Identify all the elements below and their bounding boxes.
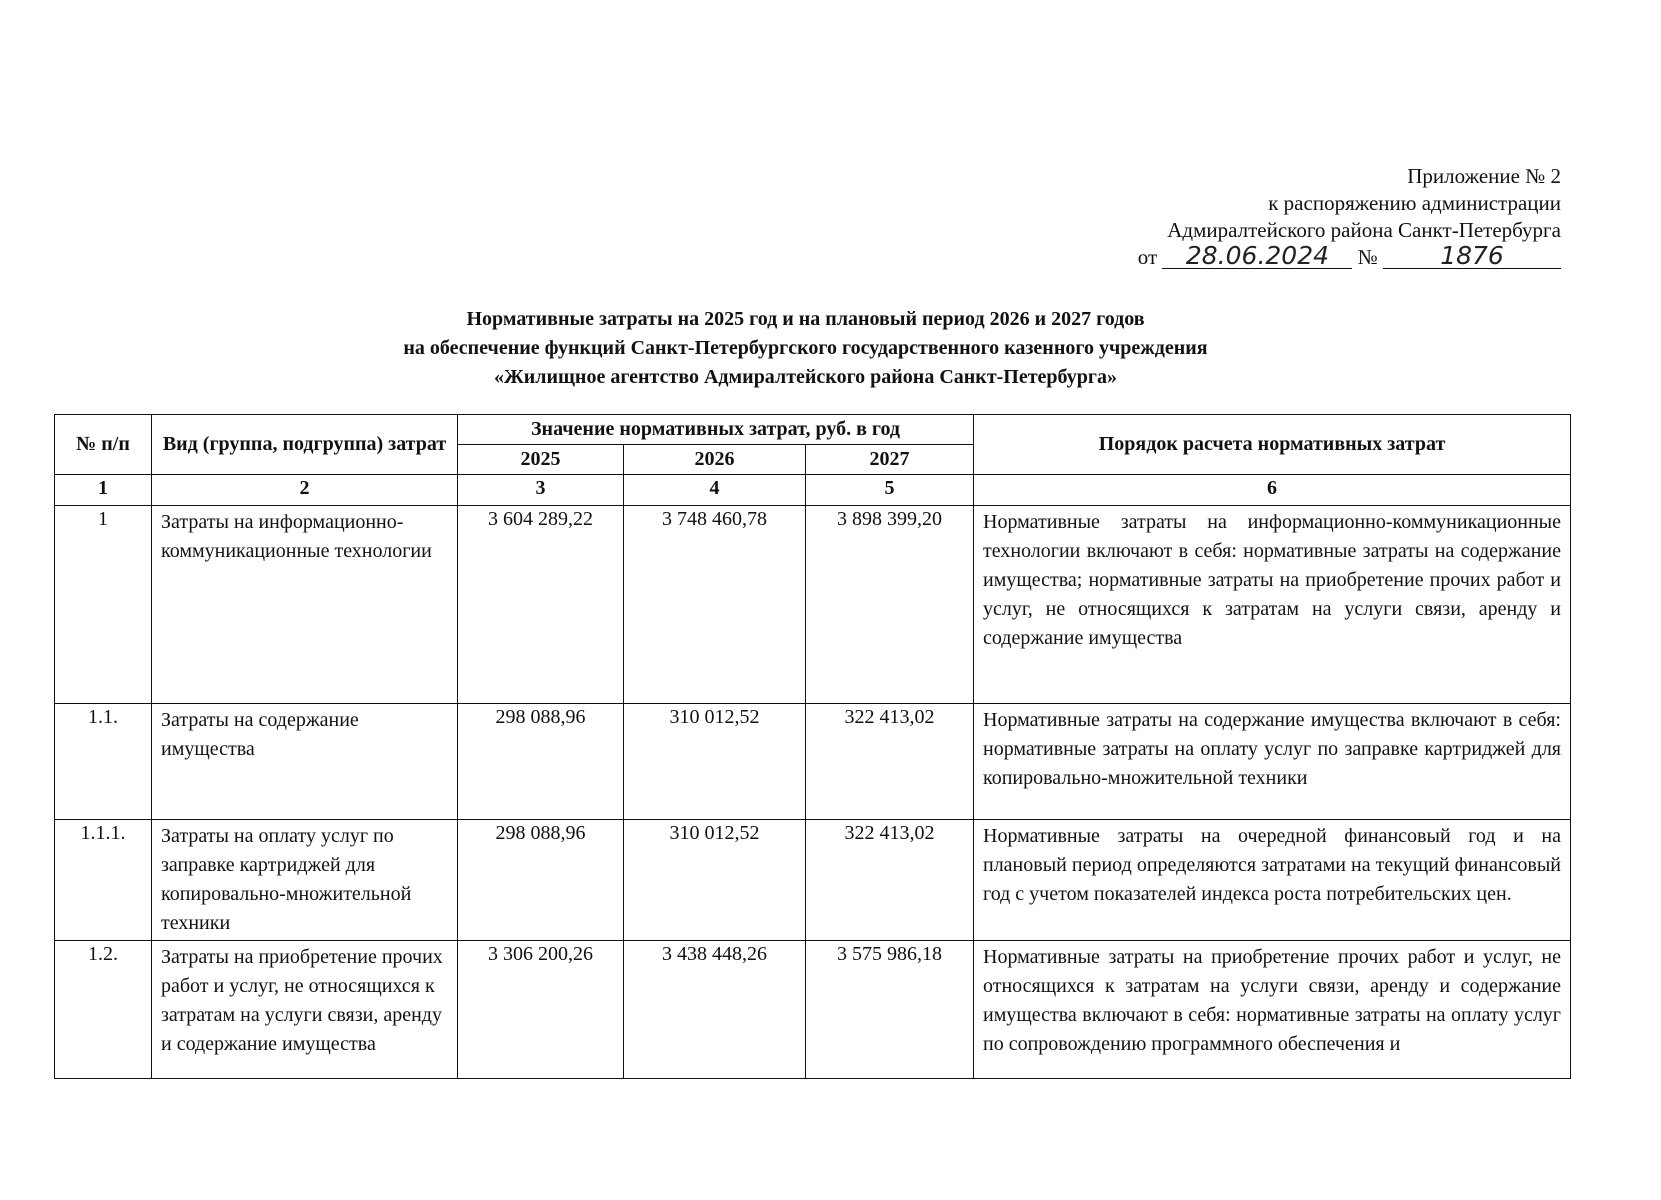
row-cost-type: Затраты на содержание имущества <box>152 704 458 820</box>
table-row <box>55 820 1571 941</box>
row-value-2025: 3 604 289,22 <box>458 506 624 704</box>
norm-costs-table <box>54 414 1571 1079</box>
approval-block <box>1138 163 1561 271</box>
handwritten-date: 28.06.2024 <box>1162 244 1352 269</box>
row-method: Нормативные затраты на приобретение прочих работ и услуг, не относящихся к затратам на услуги связи, аренду и содержание имущества включают в себя: нормативные затраты на оплату услуг по сопровождению программного обеспечения и <box>974 941 1571 1079</box>
date-number-line <box>1137 241 1561 271</box>
col-number: 6 <box>974 475 1571 506</box>
handwritten-number: 1876 <box>1383 244 1561 269</box>
title-line-1: Нормативные затраты на 2025 год и на плановый период 2026 и 2027 годов <box>466 308 1145 330</box>
row-cost-type: Затраты на приобретение прочих работ и услуг, не относящихся к затратам на услуги связи, аренду и содержание имущества <box>152 941 458 1079</box>
col-number: 1 <box>55 475 152 506</box>
title-line-3: «Жилищное агентство Адмиралтейского района Санкт-Петербурга» <box>494 366 1117 388</box>
row-value-2025: 298 088,96 <box>458 704 624 820</box>
header-year-2026: 2026 <box>624 445 806 475</box>
table-row <box>55 704 1571 820</box>
row-index: 1.1. <box>55 704 152 820</box>
table-row <box>55 506 1571 704</box>
title-line-2: на обеспечение функций Санкт-Петербургского государственного казенного учреждения <box>403 337 1208 359</box>
header-year-2027: 2027 <box>806 445 974 475</box>
document-title <box>0 305 1636 392</box>
row-value-2027: 3 898 399,20 <box>806 506 974 704</box>
table-row <box>55 941 1571 1079</box>
row-value-2026: 310 012,52 <box>624 820 806 941</box>
row-value-2026: 3 438 448,26 <box>624 941 806 1079</box>
header-type: Вид (группа, подгруппа) затрат <box>152 415 458 475</box>
row-value-2027: 3 575 986,18 <box>806 941 974 1079</box>
row-method: Нормативные затраты на очередной финансовый год и на плановый период определяются затратами на текущий финансовый год с учетом показателей индекса роста потребительских цен. <box>974 820 1571 941</box>
row-method: Нормативные затраты на информационно-коммуникационные технологии включают в себя: нормативные затраты на содержание имущества; нормативные затраты на приобретение прочих работ и услуг, не относящихся к затратам на услуги связи, аренду и содержание имущества <box>974 506 1571 704</box>
number-label: № <box>1357 245 1378 269</box>
appendix-issuer: Адмиралтейского района Санкт-Петербурга <box>1167 218 1561 242</box>
row-cost-type: Затраты на информационно-коммуникационные технологии <box>152 506 458 704</box>
row-value-2025: 3 306 200,26 <box>458 941 624 1079</box>
row-index: 1 <box>55 506 152 704</box>
col-number: 2 <box>152 475 458 506</box>
appendix-ref: к распоряжению администрации <box>1268 191 1561 215</box>
col-number: 3 <box>458 475 624 506</box>
header-year-2025: 2025 <box>458 445 624 475</box>
row-value-2026: 310 012,52 <box>624 704 806 820</box>
row-value-2027: 322 413,02 <box>806 704 974 820</box>
row-index: 1.1.1. <box>55 820 152 941</box>
row-value-2027: 322 413,02 <box>806 820 974 941</box>
header-method: Порядок расчета нормативных затрат <box>974 415 1571 475</box>
header-values: Значение нормативных затрат, руб. в год <box>458 415 974 445</box>
from-label: от <box>1137 245 1158 269</box>
appendix-title: Приложение № 2 <box>1407 164 1561 188</box>
row-index: 1.2. <box>55 941 152 1079</box>
col-number: 5 <box>806 475 974 506</box>
row-value-2025: 298 088,96 <box>458 820 624 941</box>
col-number: 4 <box>624 475 806 506</box>
row-method: Нормативные затраты на содержание имущества включают в себя: нормативные затраты на оплату услуг по заправке картриджей для копировально-множительной техники <box>974 704 1571 820</box>
row-cost-type: Затраты на оплату услуг по заправке картриджей для копировально-множительной техники <box>152 820 458 941</box>
row-value-2026: 3 748 460,78 <box>624 506 806 704</box>
header-num: № п/п <box>55 415 152 475</box>
